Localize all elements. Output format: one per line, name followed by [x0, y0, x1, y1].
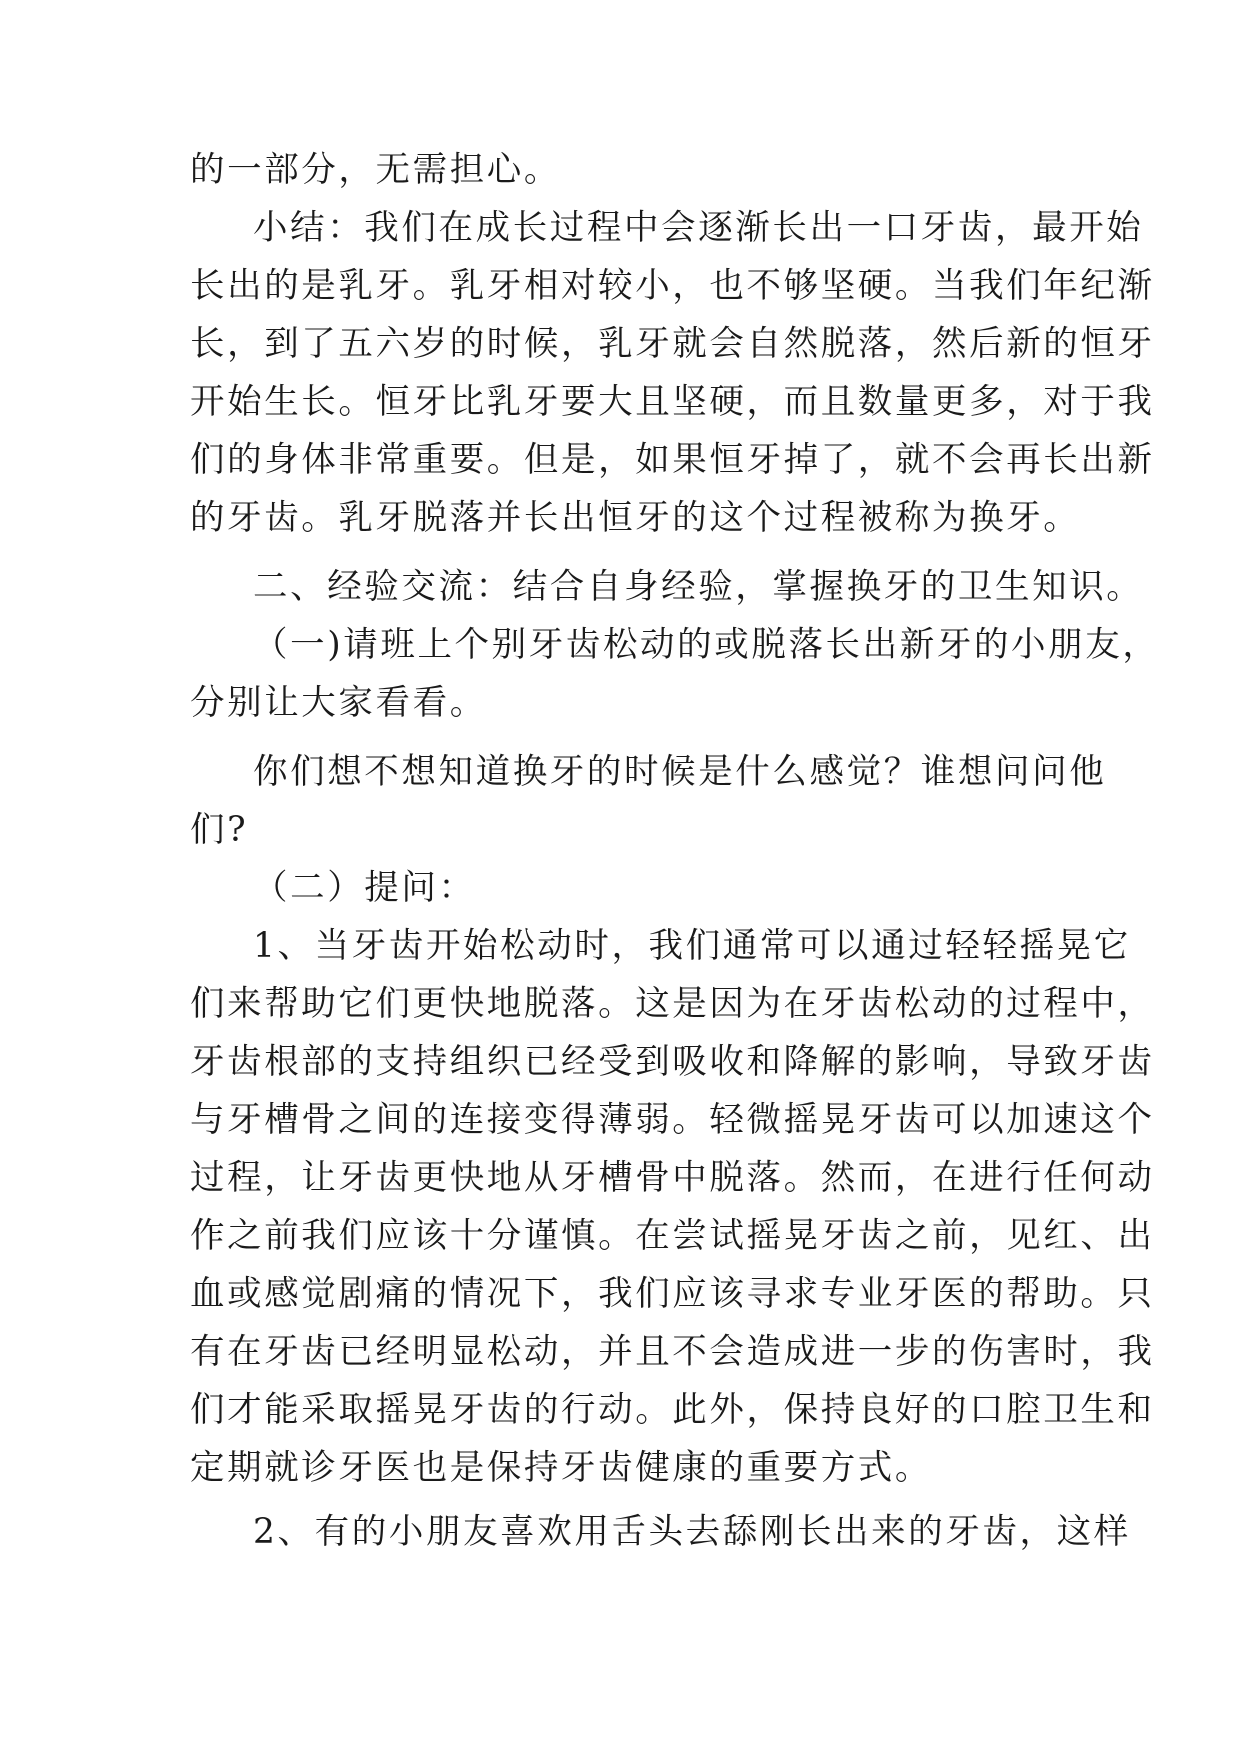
- text-line: 们来帮助它们更快地脱落。这是因为在牙齿松动的过程中，: [190, 984, 1155, 1024]
- text-line: 1、当牙齿开始松动时，我们通常可以通过轻轻摇晃它: [253, 926, 1131, 966]
- text-line: 分别让大家看看。: [190, 683, 487, 723]
- text-line: 的一部分，无需担心。: [190, 150, 561, 190]
- text-line: 开始生长。恒牙比乳牙要大且坚硬，而且数量更多，对于我: [190, 382, 1155, 422]
- text-line: 小结：我们在成长过程中会逐渐长出一口牙齿，最开始: [253, 208, 1144, 248]
- text-line: 长出的是乳牙。乳牙相对较小，也不够坚硬。当我们年纪渐: [190, 266, 1155, 306]
- text-line: 定期就诊牙医也是保持牙齿健康的重要方式。: [190, 1448, 932, 1488]
- text-line: （一)请班上个别牙齿松动的或脱落长出新牙的小朋友，: [253, 625, 1160, 665]
- text-line: 与牙槽骨之间的连接变得薄弱。轻微摇晃牙齿可以加速这个: [190, 1100, 1155, 1140]
- text-line: 牙齿根部的支持组织已经受到吸收和降解的影响，导致牙齿: [190, 1042, 1155, 1082]
- text-line: （二）提问：: [253, 868, 476, 908]
- text-line: 有在牙齿已经明显松动，并且不会造成进一步的伤害时，我: [190, 1332, 1155, 1372]
- text-line: 过程，让牙齿更快地从牙槽骨中脱落。然而，在进行任何动: [190, 1158, 1155, 1198]
- text-line: 们的身体非常重要。但是，如果恒牙掉了，就不会再长出新: [190, 440, 1155, 480]
- text-line: 长，到了五六岁的时候，乳牙就会自然脱落，然后新的恒牙: [190, 324, 1155, 364]
- text-line: 们才能采取摇晃牙齿的行动。此外，保持良好的口腔卫生和: [190, 1390, 1155, 1430]
- text-line: 二、经验交流：结合自身经验，掌握换牙的卫生知识。: [253, 567, 1144, 607]
- text-line: 们?: [190, 810, 249, 850]
- text-line: 血或感觉剧痛的情况下，我们应该寻求专业牙医的帮助。只: [190, 1274, 1155, 1314]
- text-line: 的牙齿。乳牙脱落并长出恒牙的这个过程被称为换牙。: [190, 498, 1081, 538]
- text-line: 作之前我们应该十分谨慎。在尝试摇晃牙齿之前，见红、出: [190, 1216, 1155, 1256]
- text-line: 你们想不想知道换牙的时候是什么感觉？谁想问问他: [253, 752, 1107, 792]
- text-line: 2、有的小朋友喜欢用舌头去舔刚长出来的牙齿，这样: [253, 1512, 1131, 1552]
